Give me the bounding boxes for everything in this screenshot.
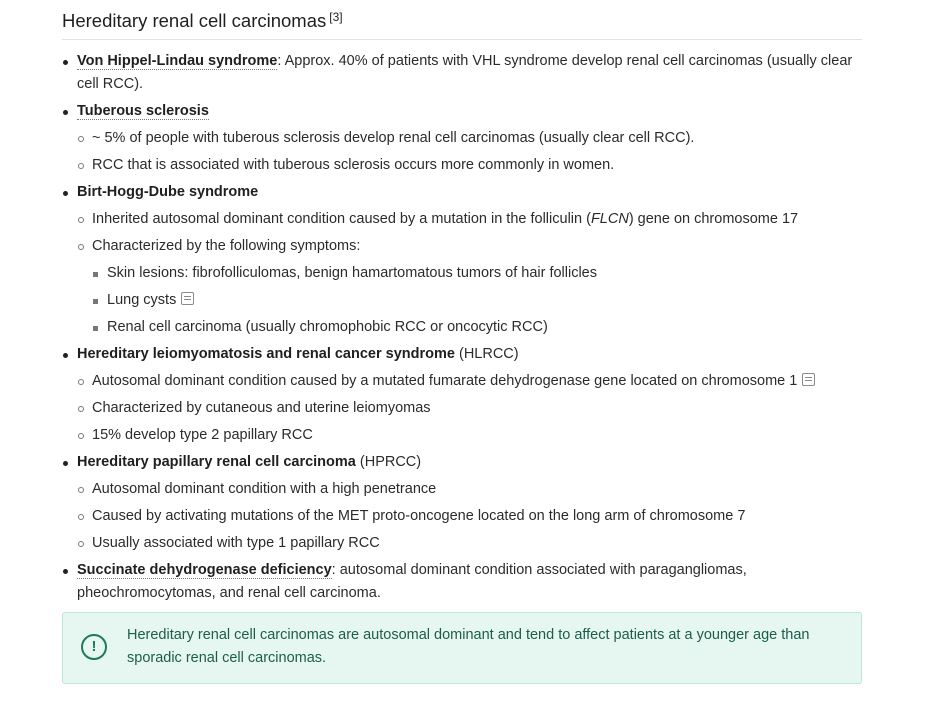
hlrcc-item-2: Characterized by cutaneous and uterine leiomyomas <box>92 400 431 416</box>
note-icon[interactable] <box>181 292 194 305</box>
sdh-desc: : autosomal dominant condition associated with paragangliomas, pheochromocytomas, and renal cell carcinoma. <box>77 562 747 601</box>
bhd-title: Birt-Hogg-Dube syndrome <box>77 184 259 200</box>
list-item <box>92 287 862 314</box>
tsc-link[interactable]: Tuberous sclerosis <box>77 103 209 119</box>
symptom-renal: Renal cell carcinoma (usually chromophobic RCC or oncocytic RCC) <box>107 319 548 335</box>
hlrcc-abbr: (HLRCC) <box>454 346 519 362</box>
content <box>62 0 862 607</box>
note-icon[interactable] <box>802 373 815 386</box>
heading-title: Hereditary renal cell carcinomas <box>62 10 327 31</box>
hprcc-abbr: (HPRCC) <box>355 454 422 470</box>
gene-name: FLCN <box>590 211 629 227</box>
hlrcc-item-3: 15% develop type 2 papillary RCC <box>92 427 313 443</box>
list-item-sdh <box>62 557 862 607</box>
callout-text: Hereditary renal cell carcinomas are autosomal dominant and tend to affect patients at a younger age than sporadic renal cell carcinomas. <box>127 627 810 666</box>
list-item <box>92 314 862 341</box>
sdh-link[interactable]: Succinate dehydrogenase deficiency <box>77 562 332 578</box>
list-item-bhd <box>62 179 862 341</box>
list-item <box>77 206 862 233</box>
list-item <box>77 368 862 395</box>
hlrcc-title: Hereditary leiomyomatosis and renal cancer syndrome <box>77 346 455 362</box>
exclamation-icon: ! <box>81 634 107 660</box>
list-item <box>92 260 862 287</box>
list-item <box>77 422 862 449</box>
list-item-hprcc <box>62 449 862 557</box>
reference-link[interactable]: [3] <box>329 10 343 24</box>
bhd-inherited-b: ) gene on chromosome 17 <box>628 211 799 227</box>
list-item <box>77 125 862 152</box>
list-item <box>77 233 862 341</box>
symptom-skin: Skin lesions: fibrofolliculomas, benign hamartomatous tumors of hair follicles <box>107 265 597 281</box>
list-item <box>77 152 862 179</box>
info-callout <box>62 612 862 684</box>
hprcc-title: Hereditary papillary renal cell carcinoma <box>77 454 356 470</box>
list-item-hlrcc <box>62 341 862 449</box>
bhd-inherited-a: Inherited autosomal dominant condition caused by a mutation in the folliculin ( <box>92 211 591 227</box>
symptom-lung: Lung cysts <box>107 292 177 308</box>
list-item <box>77 503 862 530</box>
list-item <box>77 530 862 557</box>
syndrome-list <box>62 48 862 607</box>
vhl-link[interactable]: Von Hippel-Lindau syndrome <box>77 53 278 69</box>
hprcc-item-1: Autosomal dominant condition with a high penetrance <box>92 481 437 497</box>
vhl-desc: : Approx. 40% of patients with VHL syndrome develop renal cell carcinomas (usually clear cell RCC). <box>77 53 853 92</box>
tsc-item-2: RCC that is associated with tuberous sclerosis occurs more commonly in women. <box>92 157 615 173</box>
hprcc-item-3: Usually associated with type 1 papillary RCC <box>92 535 380 551</box>
bhd-inherited <box>92 206 862 233</box>
hlrcc-item-1: Autosomal dominant condition caused by a mutated fumarate dehydrogenase gene located on chromosome 1 <box>92 373 798 389</box>
list-item <box>77 395 862 422</box>
list-item-vhl <box>62 48 862 98</box>
list-item <box>77 476 862 503</box>
bhd-symptoms-intro: Characterized by the following symptoms: <box>92 238 361 254</box>
section-heading <box>62 5 862 40</box>
list-item-tsc <box>62 98 862 179</box>
tsc-item-1: ~ 5% of people with tuberous sclerosis develop renal cell carcinomas (usually clear cell RCC). <box>92 130 695 146</box>
hprcc-item-2: Caused by activating mutations of the MET proto-oncogene located on the long arm of chromosome 7 <box>92 508 746 524</box>
